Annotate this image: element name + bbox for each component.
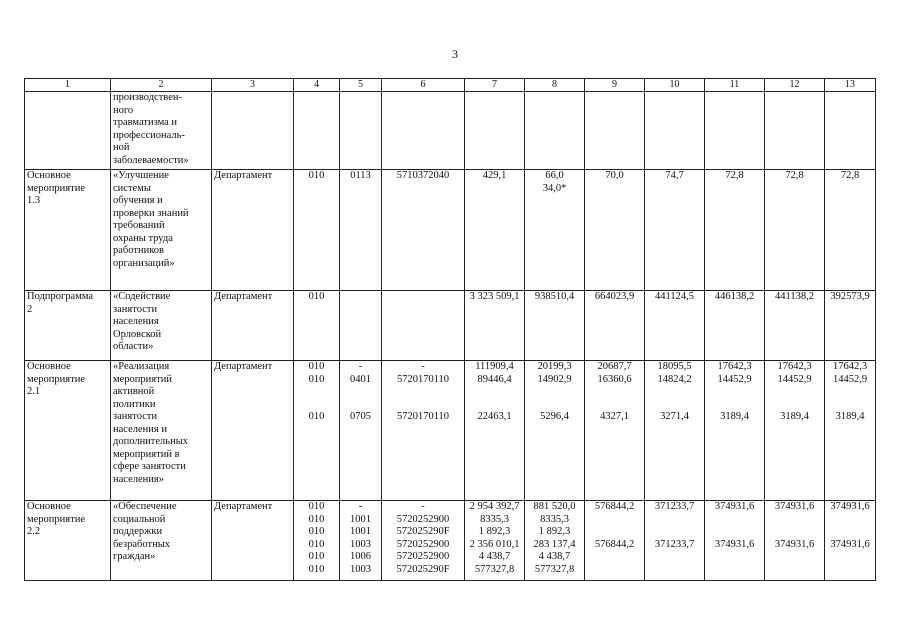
year-value-cell: 72,8 [825,170,876,291]
year-value-cell: 17642,3 14452,9 3189,4 [705,361,765,501]
section-code-cell [340,92,382,170]
total-cell: 2 954 392,7 8335,3 1 892,3 2 356 010,1 4 438,7 577327,8 [465,501,525,581]
total-cell: 429,1 [465,170,525,291]
description-cell: «Улучшение системы обучения и проверки знаний требований охраны труда работников организаций» [111,170,212,291]
budget-table [24,78,876,581]
year-value-cell: 374931,6 374931,6 [765,501,825,581]
section-code-cell: - 0401 0705 [340,361,382,501]
program-name-cell: Основное мероприятие 1.3 [25,170,111,291]
section-code-cell [340,291,382,361]
year-value-cell: 72,8 [765,170,825,291]
program-name-cell: Основное мероприятие 2.2 [25,501,111,581]
description-cell: «Реализация мероприятий активной политики занятости населения и дополнительных мероприятий в сфере занятости населения» [111,361,212,501]
year-value-cell: 446138,2 [705,291,765,361]
table-row [25,170,876,291]
column-header: 2 [111,79,212,92]
page-number: 3 [452,47,458,61]
description-cell: «Содействие занятости населения Орловской области» [111,291,212,361]
column-header: 7 [465,79,525,92]
description-cell: производствен- ного травматизма и профессиональ- ной заболеваемости» [111,92,212,170]
column-header: 12 [765,79,825,92]
program-name-cell [25,92,111,170]
year-value-cell: 441124,5 [645,291,705,361]
year-value-cell [825,92,876,170]
column-header: 11 [705,79,765,92]
program-name-cell: Основное мероприятие 2.1 [25,361,111,501]
table-row [25,291,876,361]
grbs-code-cell: 010 010 010 [294,361,340,501]
column-header: 6 [382,79,465,92]
year-value-cell: 72,8 [705,170,765,291]
target-code-cell [382,291,465,361]
table-row [25,361,876,501]
year-value-cell: 392573,9 [825,291,876,361]
year-value-cell: 66,0 34,0* [525,170,585,291]
year-value-cell: 20199,3 14902,9 5296,4 [525,361,585,501]
column-header: 10 [645,79,705,92]
year-value-cell: 70,0 [585,170,645,291]
year-value-cell: 371233,7 371233,7 [645,501,705,581]
table-row [25,92,876,170]
column-header: 3 [212,79,294,92]
year-value-cell: 20687,7 16360,6 4327,1 [585,361,645,501]
year-value-cell: 18095,5 14824,2 3271,4 [645,361,705,501]
executor-cell: Департамент [212,361,294,501]
year-value-cell: 938510,4 [525,291,585,361]
grbs-code-cell: 010 [294,291,340,361]
program-name-cell: Подпрограмма 2 [25,291,111,361]
executor-cell [212,92,294,170]
column-header: 13 [825,79,876,92]
section-code-cell: 0113 [340,170,382,291]
year-value-cell [585,92,645,170]
grbs-code-cell [294,92,340,170]
table-header-row [25,79,876,92]
column-header: 5 [340,79,382,92]
executor-cell: Департамент [212,501,294,581]
year-value-cell [525,92,585,170]
year-value-cell: 374931,6 374931,6 [825,501,876,581]
executor-cell: Департамент [212,291,294,361]
target-code-cell: 5710372040 [382,170,465,291]
column-header: 8 [525,79,585,92]
target-code-cell [382,92,465,170]
executor-cell: Департамент [212,170,294,291]
year-value-cell: 441138,2 [765,291,825,361]
grbs-code-cell: 010 [294,170,340,291]
target-code-cell: - 5720170110 5720170110 [382,361,465,501]
grbs-code-cell: 010 010 010 010 010 010 [294,501,340,581]
total-cell: 111909,4 89446,4 22463,1 [465,361,525,501]
column-header: 4 [294,79,340,92]
year-value-cell: 17642,3 14452,9 3189,4 [765,361,825,501]
column-header: 9 [585,79,645,92]
column-header: 1 [25,79,111,92]
year-value-cell: 881 520,0 8335,3 1 892,3 283 137,4 4 438,7 577327,8 [525,501,585,581]
year-value-cell: 17642,3 14452,9 3189,4 [825,361,876,501]
target-code-cell: - 5720252900 572025290F 5720252900 5720252900 572025290F [382,501,465,581]
year-value-cell: 74,7 [645,170,705,291]
year-value-cell [705,92,765,170]
year-value-cell: 374931,6 374931,6 [705,501,765,581]
section-code-cell: - 1001 1001 1003 1006 1003 [340,501,382,581]
year-value-cell: 576844,2 576844,2 [585,501,645,581]
total-cell: 3 323 509,1 [465,291,525,361]
table-row [25,501,876,581]
total-cell [465,92,525,170]
year-value-cell [765,92,825,170]
description-cell: «Обеспечение социальной поддержки безработных граждан» [111,501,212,581]
year-value-cell [645,92,705,170]
year-value-cell: 664023,9 [585,291,645,361]
